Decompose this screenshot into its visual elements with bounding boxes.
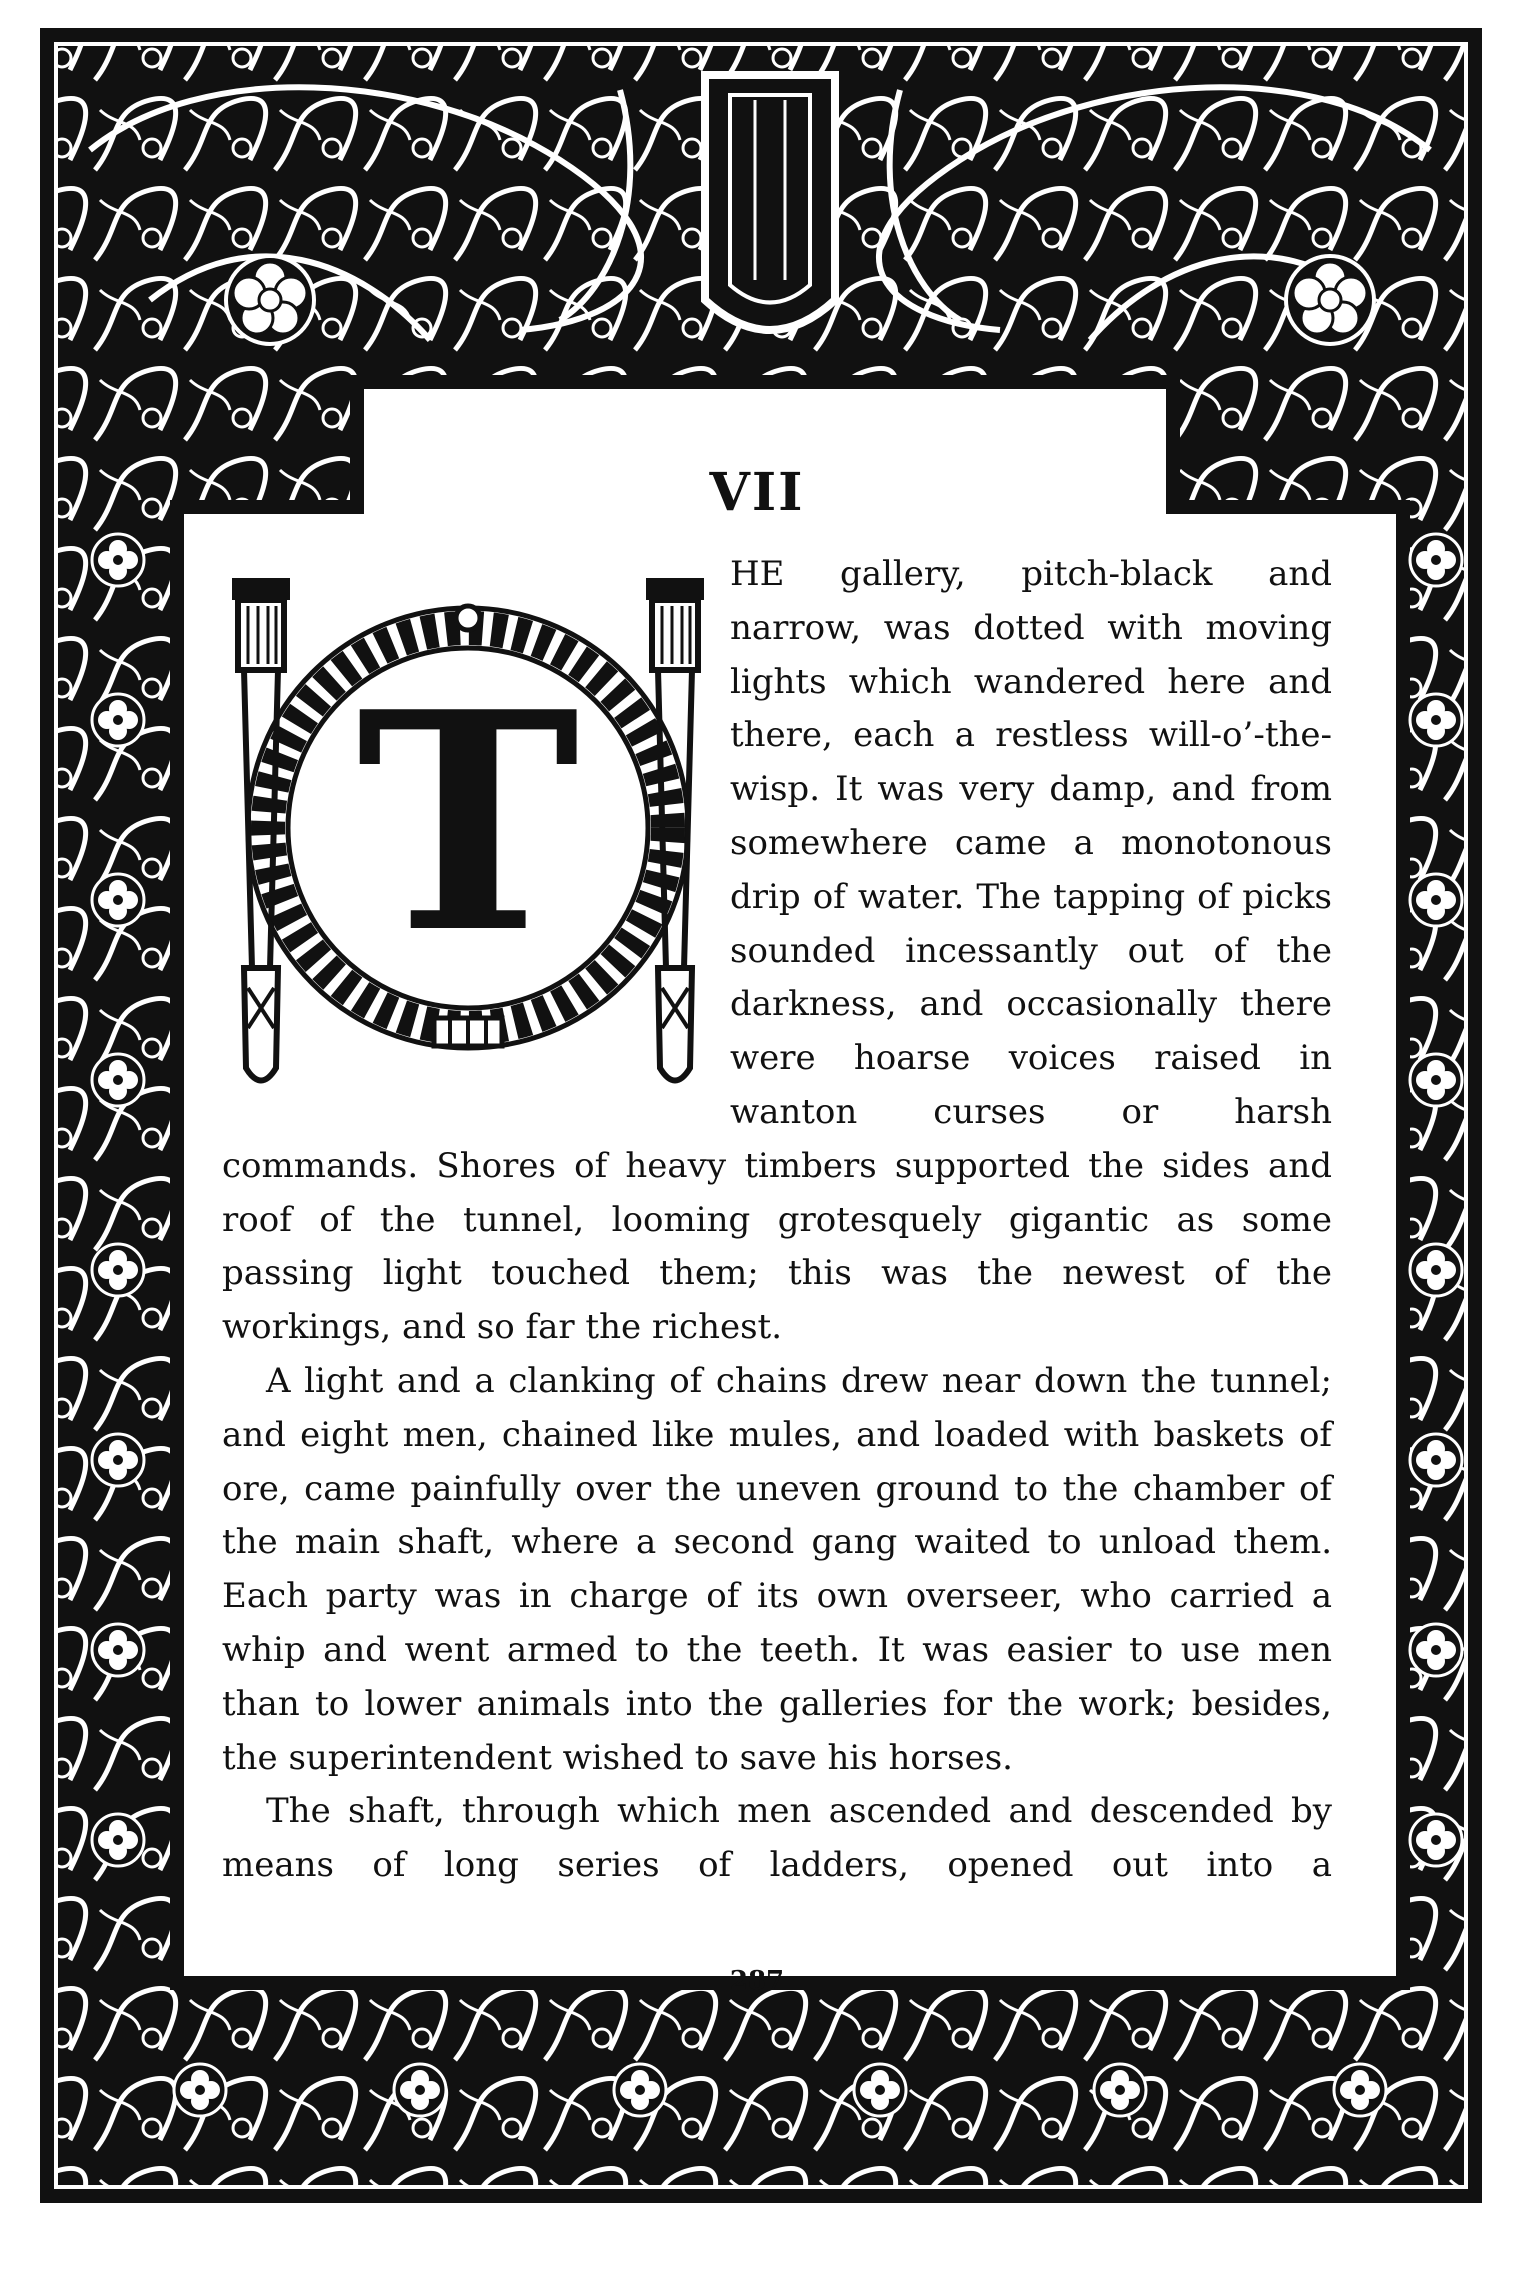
chapter-text bbox=[222, 548, 1332, 1893]
paragraph-2: A light and a clanking of chains drew near down the tunnel; and eight men, chained like mules, and loaded with baskets of ore, came painfully over the uneven ground to the chamber of the main shaft, where a second gang waited to unload them. Each party was in charge of its own overseer, who carried a whip and went armed to the teeth. It was easier to use men than to lower animals into the galleries for the work; besides, the superintendent wished to save his horses. bbox=[222, 1360, 1332, 1778]
page-number: 287 bbox=[729, 1966, 785, 1996]
paragraph-1: HE gallery, pitch-black and narrow, was dotted with moving lights which wandered here and there, each a restless will-o’-the-wisp. It was very damp, and from somewhere came a monotonous drip of water. The tapping of picks sounded incessantly out of the darkness, and occasionally there were hoarse voices raised in wanton curses or harsh commands. Shores of heavy timbers supported the sides and roof of the tunnel, looming grotesquely gigantic as some passing light touched them; this was the newest of the workings, and so far the richest. bbox=[222, 554, 1332, 1348]
chapter-number: VII bbox=[709, 462, 805, 523]
paragraph-3: The shaft, through which men ascended and descended by means of long series of ladders, opened out into a bbox=[222, 1791, 1332, 1886]
harp-shield-icon bbox=[705, 75, 835, 330]
drop-cap-ornament bbox=[214, 548, 722, 1098]
drop-cap-letter: T bbox=[356, 646, 580, 999]
